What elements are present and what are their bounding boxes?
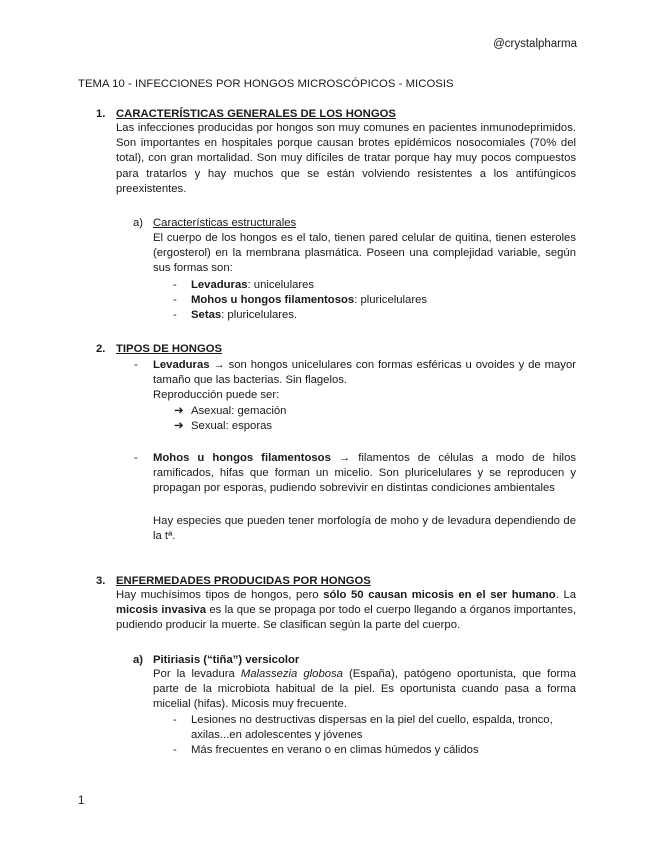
list-item: - Lesiones no destructivas dispersas en la piel del cuello, espalda, tronco, axilas...en adolescentes y jóvenes — [173, 713, 553, 741]
section-number: 2. — [96, 343, 106, 355]
section-2-heading — [96, 343, 576, 355]
subsection-3a — [133, 654, 576, 758]
list-item: - Más frecuentes en verano o en climas húmedos y cálidos — [173, 744, 479, 757]
section-2-mohos: - Mohos u hongos filamentosos → filamentos de células a modo de hilos ramificados, hifas que forman un micelio. Son pluricelulares y se reproducen y propagan por esporas, pudiendo sobrevivir en distintas condiciones ambientales — [153, 451, 576, 497]
levaduras-paragraph: Levaduras → son hongos unicelulares con formas esféricas u ovoides y de mayor tamaño que las bacterias. Sin flagelos. — [153, 359, 576, 387]
section-title: CARACTERÍSTICAS GENERALES DE LOS HONGOS — [116, 108, 396, 120]
section-2-dimorphism — [153, 514, 576, 544]
list-item: - Setas: pluricelulares. — [173, 309, 298, 322]
subsection-3a-heading — [133, 654, 576, 666]
dimorphism-paragraph: Hay especies que pueden tener morfología de moho y de levadura dependiendo de la tª. — [153, 515, 576, 543]
section-number: 1. — [96, 108, 106, 120]
subsection-1a-heading — [133, 217, 576, 229]
section-title: ENFERMEDADES PRODUCIDAS POR HONGOS — [116, 575, 371, 587]
subsection-title: Pitiriasis (“tiña”) versicolor — [153, 654, 300, 666]
section-3-paragraph: Hay muchísimos tipos de hongos, pero sólo 50 causan micosis en el ser humano. La micosis invasiva es la que se propaga por todo el cuerpo llegando a órganos importantes, pudiendo producir la muerte. Se clasifican según la parte del cuerpo. — [116, 589, 577, 632]
document-title: TEMA 10 - INFECCIONES POR HONGOS MICROSCÓPICOS - MICOSIS — [78, 78, 454, 90]
section-1-paragraph: Las infecciones producidas por hongos son muy comunes en pacientes inmunodeprimidos. Son importantes en hospitales porque causan brotes epidémicos nosocomiales (70% del total), con gran mortalidad. Son muy difíciles de tratar porque hay muy pocos compuestos para tratarlos y hay muchos que se están volviendo resistentes a los antifúngicos preexistentes. — [116, 122, 576, 195]
section-1 — [96, 108, 576, 197]
page-number: 1 — [78, 795, 85, 807]
subsection-letter: a) — [133, 217, 144, 229]
section-3-heading — [96, 575, 576, 587]
forms-list — [173, 278, 576, 324]
section-2 — [96, 343, 576, 355]
mohos-paragraph: Mohos u hongos filamentosos → filamentos de células a modo de hilos ramificados, hifas que forman un micelio. Son pluricelulares y se reproducen y propagan por esporas, pudiendo sobrevivir en distintas condiciones ambientales — [153, 452, 576, 495]
section-3 — [96, 575, 576, 634]
list-item: - Levaduras: unicelulares — [173, 278, 315, 291]
reproduction-label: Reproducción puede ser: — [153, 389, 280, 402]
section-number: 3. — [96, 575, 106, 587]
subsection-3a-paragraph: Por la levadura Malassezia globosa (España), patógeno oportunista, que forma parte de la microbiota habitual de la piel. Es oportunista cuando pasa a forma micelial (hifas). Micosis muy frecuente. — [153, 668, 577, 711]
section-2-levaduras: - Levaduras → son hongos unicelulares con formas esféricas u ovoides y de mayor tamaño que las bacterias. Sin flagelos. Reproducción puede ser: ➔ Asexual: gemación ➔ Sexual: esporas — [153, 358, 576, 434]
subsection-1a — [133, 217, 576, 323]
subsection-1a-paragraph: El cuerpo de los hongos es el talo, tienen pared celular de quitina, tienen esteroles (ergosterol) en la membrana plasmática. Poseen una complejidad variable, según sus formas son: — [153, 232, 576, 275]
list-item: - Mohos u hongos filamentosos: pluricelulares — [173, 293, 428, 306]
reproduction-list — [174, 404, 576, 434]
list-item: ➔ Sexual: esporas — [174, 419, 273, 432]
symptoms-list — [173, 713, 576, 759]
subsection-title: Características estructurales — [153, 217, 297, 229]
section-title: TIPOS DE HONGOS — [116, 343, 223, 355]
list-item: ➔ Asexual: gemación — [174, 404, 287, 417]
subsection-letter: a) — [133, 654, 144, 666]
section-1-heading — [96, 108, 576, 120]
author-handle: @crystalpharma — [493, 38, 577, 50]
